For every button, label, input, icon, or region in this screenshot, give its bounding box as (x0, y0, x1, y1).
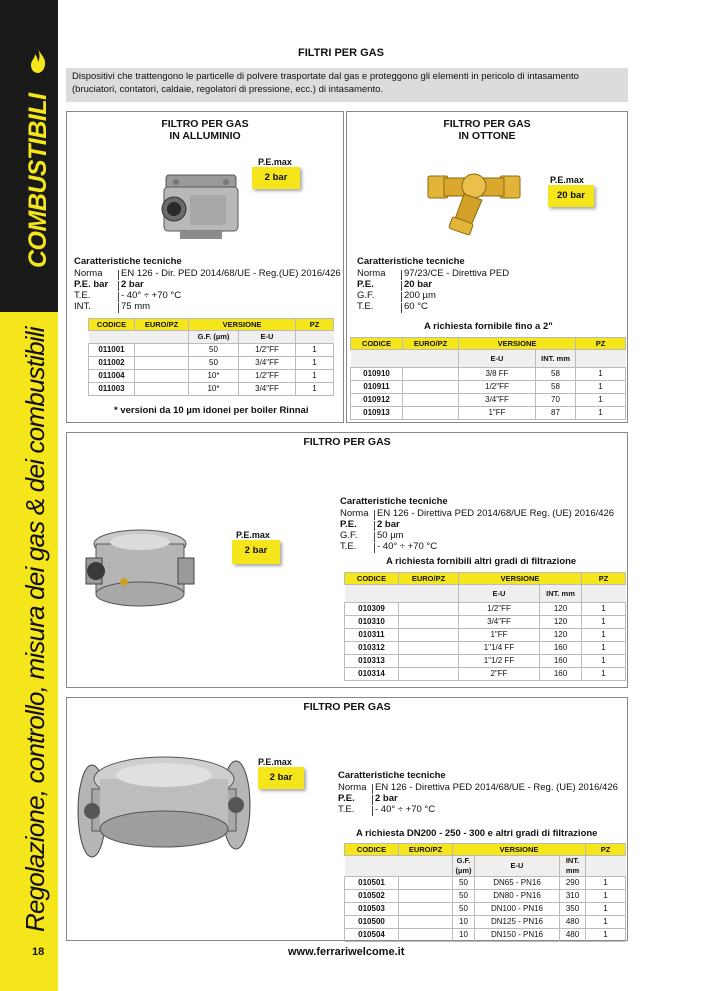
panel-title: FILTRO PER GAS (303, 701, 391, 713)
col-header: EURO/PZ (135, 319, 189, 331)
cell: 87 (536, 407, 576, 420)
panel-title: FILTRO PER GAS (303, 436, 391, 448)
cell: 1"FF (459, 407, 536, 420)
cell: 1"1/2 FF (459, 655, 540, 668)
specs-aluminium (74, 257, 341, 313)
panel-aluminium-title (140, 118, 270, 142)
request-note: A richiesta DN200 - 250 - 300 e altri gradi di filtrazione (356, 828, 598, 839)
cell: 1 (576, 381, 626, 394)
aluminium-filter-image (160, 165, 242, 243)
cell: 70 (536, 394, 576, 407)
cell: 011002 (89, 357, 135, 370)
spec-key: T.E. (340, 540, 357, 552)
cell: 010500 (345, 916, 399, 929)
spec-row (357, 280, 509, 291)
filter-image-medium (84, 524, 196, 616)
col-header: EURO/PZ (403, 338, 459, 350)
table-aluminium (88, 318, 334, 396)
spec-value: 2 bar (121, 278, 144, 290)
cell: 1 (296, 383, 334, 396)
spec-key: Norma (338, 781, 367, 793)
spec-value: 200 µm (404, 289, 436, 301)
specs-title: Caratteristiche tecniche (338, 770, 446, 781)
spec-key: INT. (74, 300, 91, 312)
cell: 3/4"FF (239, 383, 296, 396)
spec-row (357, 302, 509, 313)
cell: 1/2"FF (239, 344, 296, 357)
cell: 010504 (345, 929, 399, 942)
table-row (89, 370, 334, 383)
cell: DN150 - PN16 (475, 929, 560, 942)
cell: 120 (540, 616, 582, 629)
table-row (345, 642, 626, 655)
spec-key: Norma (74, 267, 103, 279)
spec-row (338, 794, 618, 805)
cell: 1 (582, 629, 626, 642)
request-note: A richiesta fornibili altri gradi di filtrazione (386, 556, 577, 567)
panel-title-line: IN OTTONE (458, 130, 516, 142)
spec-value: 20 bar (404, 278, 432, 290)
cell: 010314 (345, 668, 399, 681)
col-header: PZ (582, 573, 626, 585)
panel-title-line: FILTRO PER GAS (443, 118, 531, 130)
cell: 011003 (89, 383, 135, 396)
cell: 1"1/4 FF (459, 642, 540, 655)
cell: 1 (296, 344, 334, 357)
cell: 58 (536, 368, 576, 381)
spec-row (74, 291, 341, 302)
cell: 3/8 FF (459, 368, 536, 381)
pe-max-badge: 2 bar (258, 767, 304, 789)
cell: 1"FF (459, 629, 540, 642)
cell: 120 (540, 629, 582, 642)
panel-title-line: FILTRO PER GAS (161, 118, 249, 130)
cell: 50 (189, 357, 239, 370)
spec-value: 97/23/CE - Direttiva PED (404, 267, 510, 279)
cell: 010501 (345, 877, 399, 890)
sub-header: E-U (459, 585, 540, 603)
spec-value: - 40° ÷ +70 °C (375, 803, 436, 815)
spec-row (74, 280, 341, 291)
cell: 3/4"FF (459, 394, 536, 407)
col-header: CODICE (351, 338, 403, 350)
cell: 010911 (351, 381, 403, 394)
table-row (345, 603, 626, 616)
pe-max-label: P.E.max (258, 757, 292, 767)
table-row (345, 668, 626, 681)
cell: 1 (576, 394, 626, 407)
filter-image-large (76, 745, 252, 863)
sub-header: E-U (239, 331, 296, 344)
spec-value: 2 bar (375, 792, 398, 804)
spec-key: P.E. bar (74, 278, 109, 290)
cell: 1 (582, 616, 626, 629)
spec-value: - 40° ÷ +70 °C (377, 540, 438, 552)
cell: 010913 (351, 407, 403, 420)
col-header: CODICE (89, 319, 135, 331)
spec-row (74, 302, 341, 313)
col-header: VERSIONE (459, 338, 576, 350)
spec-value: EN 126 - Direttiva PED 2014/68/UE Reg. (UE) 2016/426 (377, 507, 615, 519)
cell: 10 (453, 929, 475, 942)
cell: 1 (582, 655, 626, 668)
table-filter-4 (344, 843, 626, 942)
cell: 10* (189, 383, 239, 396)
cell: 1/2"FF (459, 603, 540, 616)
specs-title: Caratteristiche tecniche (357, 256, 465, 267)
cell: 010312 (345, 642, 399, 655)
table-row (345, 890, 626, 903)
specs-title: Caratteristiche tecniche (340, 496, 448, 507)
specs-brass (357, 257, 509, 313)
spec-key: P.E. (338, 792, 355, 804)
spec-key: G.F. (340, 529, 358, 541)
cell: 1 (582, 642, 626, 655)
cell: 010313 (345, 655, 399, 668)
request-note: A richiesta fornibile fino a 2" (424, 321, 553, 332)
spec-key: Norma (340, 507, 369, 519)
table-row (345, 929, 626, 942)
spec-value: 60 °C (404, 300, 428, 312)
specs-filter-3 (340, 497, 614, 553)
col-header: CODICE (345, 844, 399, 856)
col-header: PZ (586, 844, 626, 856)
sub-header: INT. mm (560, 856, 586, 877)
cell: 160 (540, 668, 582, 681)
cell: 1 (586, 890, 626, 903)
cell: 1 (582, 668, 626, 681)
table-row (345, 616, 626, 629)
col-header: PZ (576, 338, 626, 350)
sub-header: G.F. (µm) (453, 856, 475, 877)
cell: 1 (586, 929, 626, 942)
table-row (345, 877, 626, 890)
table-row (89, 383, 334, 396)
col-header: EURO/PZ (399, 844, 453, 856)
cell: DN65 - PN16 (475, 877, 560, 890)
cell: 1 (586, 916, 626, 929)
pe-max-badge: 2 bar (252, 167, 300, 189)
cell: 010503 (345, 903, 399, 916)
spec-key: T.E. (74, 289, 91, 301)
spec-value: 75 mm (121, 300, 151, 312)
pe-max-badge: 20 bar (548, 185, 594, 207)
pe-max-label: P.E.max (258, 157, 292, 167)
sub-header: INT. mm (536, 350, 576, 368)
spec-value: EN 126 - Direttiva PED 2014/68/UE - Reg. (UE) 2016/426 (375, 781, 618, 793)
pe-max-label: P.E.max (550, 175, 584, 185)
spec-value: - 40° ÷ +70 °C (121, 289, 182, 301)
spec-key: T.E. (357, 300, 374, 312)
cell: 010912 (351, 394, 403, 407)
table-row (351, 368, 626, 381)
table-row (345, 655, 626, 668)
spec-row (357, 291, 509, 302)
spec-value: EN 126 - Dir. PED 2014/68/UE - Reg.(UE) 2016/426 (121, 267, 341, 279)
cell: 1 (296, 370, 334, 383)
cell: 10* (189, 370, 239, 383)
spec-row (338, 783, 618, 794)
cell: 1 (296, 357, 334, 370)
table-row (89, 357, 334, 370)
cell: 50 (453, 903, 475, 916)
table-row (345, 916, 626, 929)
cell: 310 (560, 890, 586, 903)
table-filter-3 (344, 572, 626, 681)
cell: 10 (453, 916, 475, 929)
category-label: COMBUSTIBILI (24, 93, 52, 268)
cell: 010910 (351, 368, 403, 381)
table-row (351, 394, 626, 407)
cell: 160 (540, 642, 582, 655)
spec-value: 2 bar (377, 518, 400, 530)
footnote: * versioni da 10 µm idonei per boiler Rinnai (114, 405, 309, 416)
spec-row (340, 509, 614, 520)
pe-max-badge: 2 bar (232, 540, 280, 564)
cell: 1 (586, 903, 626, 916)
table-row (345, 903, 626, 916)
cell: 3/4"FF (239, 357, 296, 370)
table-row (89, 344, 334, 357)
spec-row (340, 531, 614, 542)
panel-title-line: IN ALLUMINIO (169, 130, 241, 142)
sub-header: INT. mm (540, 585, 582, 603)
spec-row (340, 520, 614, 531)
cell: 3/4"FF (459, 616, 540, 629)
page-title: FILTRI PER GAS (298, 47, 384, 59)
col-header: CODICE (345, 573, 399, 585)
spec-key: P.E. (340, 518, 357, 530)
sidebar-subtitle: Regolazione, controllo, misura dei gas & dei combustibili (20, 327, 50, 932)
cell: 160 (540, 655, 582, 668)
table-row (345, 629, 626, 642)
cell: 2"FF (459, 668, 540, 681)
col-header: VERSIONE (459, 573, 582, 585)
cell: DN100 - PN16 (475, 903, 560, 916)
cell: 50 (189, 344, 239, 357)
spec-row (357, 269, 509, 280)
pe-max-label: P.E.max (236, 530, 270, 540)
specs-title: Caratteristiche tecniche (74, 256, 182, 267)
spec-row (340, 542, 614, 553)
spec-key: T.E. (338, 803, 355, 815)
sub-header: E-U (475, 856, 560, 877)
cell: 010502 (345, 890, 399, 903)
cell: 010311 (345, 629, 399, 642)
col-header: VERSIONE (189, 319, 296, 331)
spec-key: P.E. (357, 278, 374, 290)
table-row (351, 381, 626, 394)
panel-brass-title (422, 118, 552, 142)
spec-value: 50 µm (377, 529, 404, 541)
cell: 50 (453, 890, 475, 903)
spec-key: Norma (357, 267, 386, 279)
col-header: PZ (296, 319, 334, 331)
flame-icon (28, 48, 48, 74)
cell: 290 (560, 877, 586, 890)
cell: 011001 (89, 344, 135, 357)
cell: 1 (582, 603, 626, 616)
brass-filter-image (426, 166, 522, 236)
cell: 50 (453, 877, 475, 890)
cell: 480 (560, 916, 586, 929)
cell: 1/2"FF (459, 381, 536, 394)
cell: 350 (560, 903, 586, 916)
page-number: 18 (32, 946, 45, 958)
cell: 1 (586, 877, 626, 890)
cell: 120 (540, 603, 582, 616)
col-header: VERSIONE (453, 844, 586, 856)
cell: 1/2"FF (239, 370, 296, 383)
cell: DN125 - PN16 (475, 916, 560, 929)
cell: 011004 (89, 370, 135, 383)
table-brass (350, 337, 626, 420)
sub-header: E-U (459, 350, 536, 368)
cell: 480 (560, 929, 586, 942)
col-header: EURO/PZ (399, 573, 459, 585)
cell: 58 (536, 381, 576, 394)
specs-filter-4 (338, 771, 618, 816)
cell: 010310 (345, 616, 399, 629)
cell: 1 (576, 368, 626, 381)
sub-header: G.F. (µm) (189, 331, 239, 344)
cell: 1 (576, 407, 626, 420)
intro-text: Dispositivi che trattengono le particelle di polvere trasportate dal gas e proteggono gli elementi in pericolo di intasamento (bruciatori, contatori, caldaie, regolatori di pressione, ecc.) di intasamento. (66, 68, 628, 102)
spec-row (338, 805, 618, 816)
table-row (351, 407, 626, 420)
spec-row (74, 269, 341, 280)
cell: 010309 (345, 603, 399, 616)
cell: DN80 - PN16 (475, 890, 560, 903)
footer-url[interactable]: www.ferrariwelcome.it (288, 946, 405, 958)
spec-key: G.F. (357, 289, 375, 301)
